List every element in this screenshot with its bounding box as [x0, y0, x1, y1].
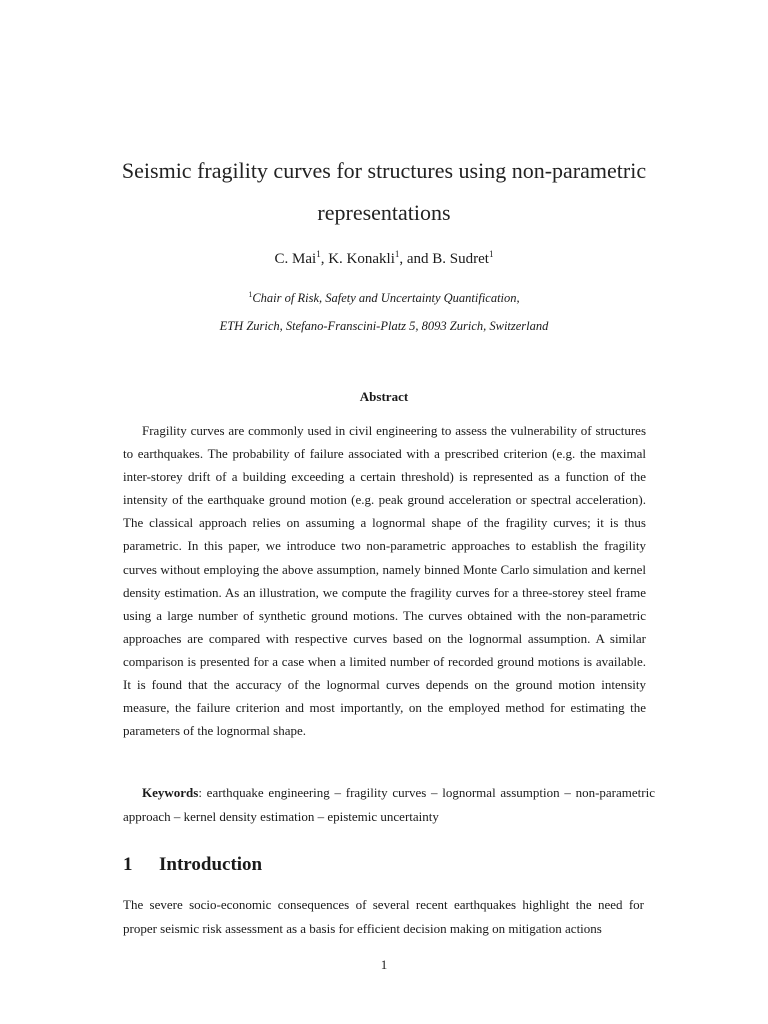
author-affiliation-mark: 1	[316, 249, 321, 259]
abstract-heading: Abstract	[359, 389, 409, 404]
intro-paragraph: The severe socio-economic consequences of several recent earthquakes highlight the need for proper seismic risk assessment as a basis for efficient decision making on mitigation actions	[123, 897, 644, 936]
affiliation-chair: Chair of Risk, Safety and Uncertainty Quantification,	[252, 291, 520, 306]
keywords-paragraph	[123, 781, 655, 829]
page-number: 1	[380, 957, 388, 972]
author-affiliation-mark: 1	[394, 249, 400, 259]
affiliation-mark: 1	[248, 290, 253, 299]
author-name: K. Konakli	[328, 251, 395, 267]
section-number: 1	[123, 854, 133, 875]
affiliation-line-2: ETH Zurich, Stefano-Franscini-Platz 5, 8093 Zurich, Switzerland	[219, 319, 549, 333]
title-line-1: Seismic fragility curves for structures using non-parametric	[121, 158, 647, 183]
title-line-2: representations	[317, 200, 451, 225]
author-affiliation-mark: 1	[488, 249, 494, 259]
section-heading	[123, 854, 262, 876]
author-name: C. Mai	[274, 251, 317, 267]
author-separator: , and	[399, 251, 433, 267]
author-name: B. Sudret	[432, 251, 489, 267]
keywords-text: : earthquake engineering – fragility curves – lognormal assumption – non-parametric approach – kernel density estimation – epistemic uncertainty	[123, 785, 655, 824]
section-title: Introduction	[159, 854, 263, 875]
paper-title	[60, 150, 708, 234]
author-list	[0, 249, 768, 268]
keywords-label: Keywords	[142, 785, 199, 800]
affiliation-line-1	[0, 290, 768, 306]
abstract-text: Fragility curves are commonly used in civil engineering to assess the vulnerability of structures to earthquakes. The probability of failure associated with a prescribed criterion (e.g. the maximal inter-storey drift of a building exceeding a certain threshold) is represented as a function of the intensity of the earthquake ground motion (e.g. peak ground acceleration or spectral acceleration). The classical approach relies on assuming a lognormal shape of the fragility curves; it is thus parametric. In this paper, we introduce two non-parametric approaches to establish the fragility curves without employing the above assumption, namely binned Monte Carlo simulation and kernel density estimation. As an illustration, we compute the fragility curves for a three-storey steel frame using a large number of synthetic ground motions. The curves obtained with the non-parametric approaches are compared with respective curves based on the lognormal assumption. A similar comparison is presented for a case when a limited number of recorded ground motions is available. It is found that the accuracy of the lognormal curves depends on the ground motion intensity measure, the failure criterion and most importantly, on the employed method for estimating the parameters of the lognormal shape.	[123, 423, 646, 739]
author-separator: ,	[320, 251, 329, 267]
